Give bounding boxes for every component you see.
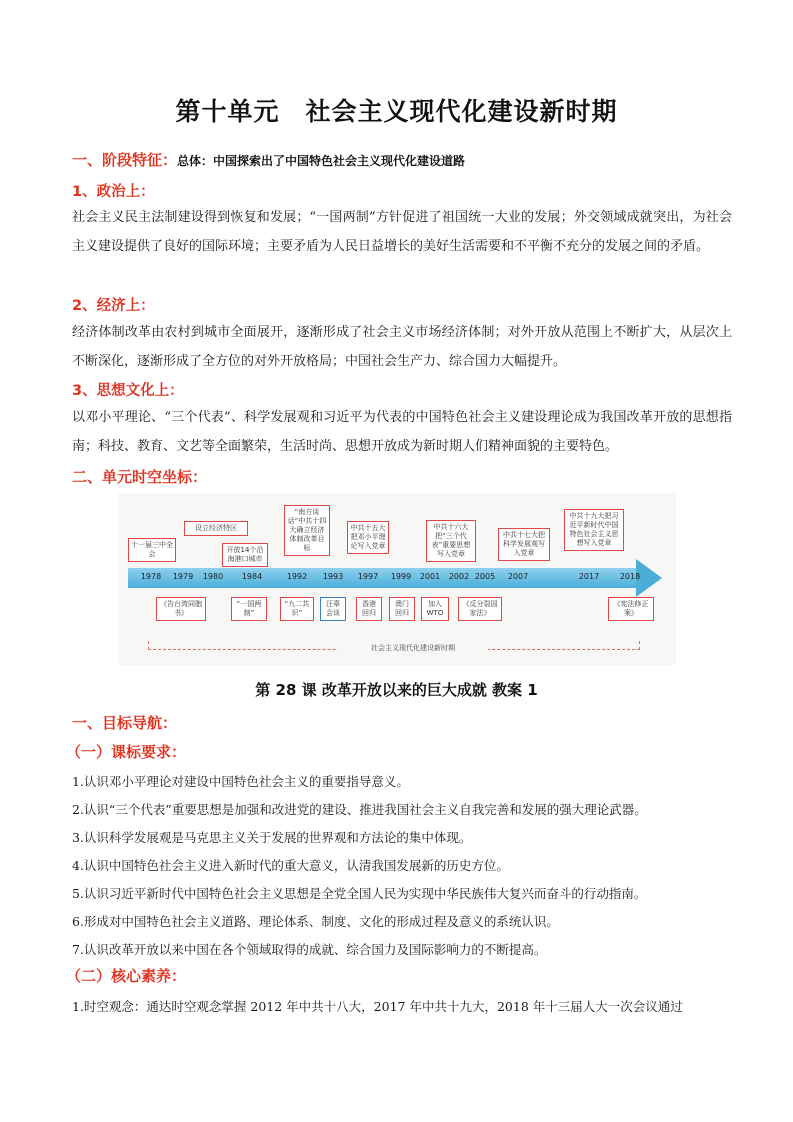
event-box-bottom: 《告台湾同胞书》: [156, 597, 206, 621]
standard-item: 1.认识邓小平理论对建设中国特色社会主义的重要指导意义。: [72, 774, 409, 789]
era-label: 社会主义现代化建设新时期: [338, 643, 488, 653]
economy-text: 经济体制改革由农村到城市全面展开，逐渐形成了社会主义市场经济体制；对外开放从范围上不断扩大，从层次上不断深化，逐渐形成了全方位的对外开放格局；中国社会生产力、综合国力大幅提升。: [72, 325, 732, 369]
event-box-bottom: “一国两制”: [231, 597, 267, 621]
goals-heading: 一、目标导航：: [72, 714, 178, 732]
standard-item: 2.认识“三个代表”重要思想是加强和改进党的建设、推进我国社会主义自我完善和发展的强大理论武器。: [72, 802, 647, 817]
standards-heading: （一）课标要求：: [66, 743, 187, 761]
event-box-bottom: 加入WTO: [421, 597, 449, 621]
year-label: 1993: [322, 572, 344, 581]
year-label: 1997: [357, 572, 379, 581]
literacy-item: 1.时空观念：通达时空观念掌握 2012 年中共十八大，2017 年中共十九大，2018 年十三届人大一次会议通过: [72, 999, 683, 1014]
year-label: 1980: [202, 572, 224, 581]
page-title: 第十单元 社会主义现代化建设新时期: [175, 97, 618, 126]
standard-item: 3.认识科学发展观是马克思主义关于发展的世界观和方法论的集中体现。: [72, 830, 472, 845]
event-box-bottom: 汪辜会谈: [320, 597, 346, 621]
culture-text: 以邓小平理论、“三个代表”、科学发展观和习近平为代表的中国特色社会主义建设理论成为我国改革开放的思想指南；科技、教育、文艺等全面繁荣，生活时尚、思想开放成为新时期人们精神面貌的主要特色。: [72, 410, 732, 454]
politics-heading: 1、政治上：: [72, 184, 155, 200]
event-box-top: 中共十九大把习近平新时代中国特色社会主义思想写入党章: [564, 509, 624, 551]
event-box-top: “南方谈话”中共十四大确立经济体制改革目标: [284, 505, 330, 556]
politics-text: 社会主义民主法制建设得到恢复和发展；“一国两制”方针促进了祖国统一大业的发展；外交领域成就突出，为社会主义建设提供了良好的国际环境；主要矛盾为人民日益增长的美好生活需要和不平衡不充分的发展之间的矛盾。: [72, 210, 732, 254]
literacy-heading: （二）核心素养：: [66, 967, 187, 985]
event-box-bottom: “九二共识”: [280, 597, 314, 621]
year-label: 1992: [286, 572, 308, 581]
economy-heading: 2、经济上：: [72, 298, 155, 314]
year-label: 2001: [419, 572, 441, 581]
year-label: 1978: [140, 572, 162, 581]
stage-features-heading: 一、阶段特征：: [72, 151, 178, 169]
stage-features-row: [72, 149, 465, 170]
event-box-bottom: 《宪法修正案》: [608, 597, 654, 621]
standard-item: 4.认识中国特色社会主义进入新时代的重大意义，认清我国发展新的历史方位。: [72, 858, 509, 873]
event-box-bottom: 《反分裂国家法》: [458, 597, 502, 621]
event-box-top: 开放14个沿海港口城市: [222, 543, 268, 567]
year-label: 1979: [172, 572, 194, 581]
stage-features-summary: 总体：中国探索出了中国特色社会主义现代化建设道路: [177, 154, 466, 168]
year-label: 2017: [578, 572, 600, 581]
unit-timeline: [118, 493, 676, 665]
timeline-heading: 二、单元时空坐标：: [72, 468, 208, 486]
year-label: 1984: [241, 572, 263, 581]
event-box-top: 设立经济特区: [184, 521, 248, 536]
year-label: 1999: [390, 572, 412, 581]
standard-item: 6.形成对中国特色社会主义道路、理论体系、制度、文化的形成过程及意义的系统认识。: [72, 914, 559, 929]
event-box-bottom: 澳门回归: [389, 597, 415, 621]
lesson-title: 第 28 课 改革开放以来的巨大成就 教案 1: [255, 681, 538, 699]
event-box-top: 中共十六大把“三个代表”重要思想写入党章: [426, 520, 476, 562]
year-label: 2007: [507, 572, 529, 581]
standard-item: 5.认识习近平新时代中国特色社会主义思想是全党全国人民为实现中华民族伟大复兴而奋斗的行动指南。: [72, 886, 647, 901]
event-box-top: 十一届三中全会: [128, 538, 176, 562]
standard-item: 7.认识改革开放以来中国在各个领域取得的成就、综合国力及国际影响力的不断提高。: [72, 942, 547, 957]
year-label: 2002: [448, 572, 470, 581]
culture-heading: 3、思想文化上：: [72, 383, 184, 399]
year-label: 2018: [619, 572, 641, 581]
event-box-bottom: 香港回归: [356, 597, 382, 621]
event-box-top: 中共十五大把邓小平理论写入党章: [347, 521, 389, 554]
event-box-top: 中共十七大把科学发展观写入党章: [498, 528, 550, 561]
year-label: 2005: [474, 572, 496, 581]
